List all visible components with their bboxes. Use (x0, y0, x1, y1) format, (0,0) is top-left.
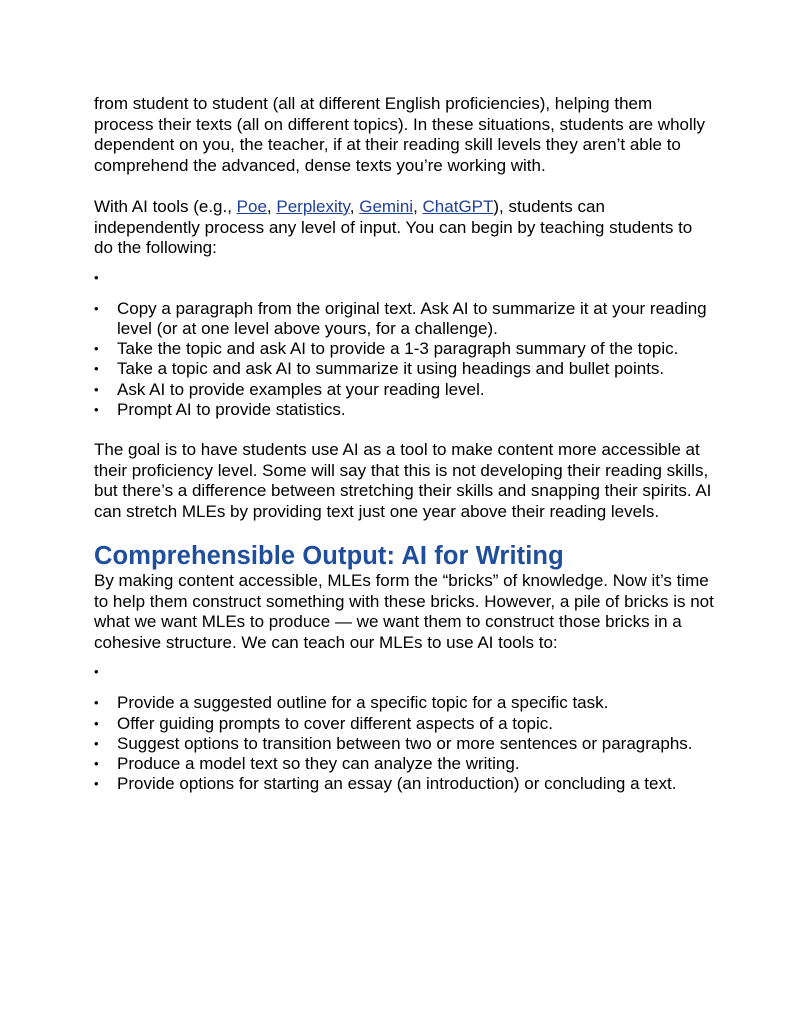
list-item-text: Prompt AI to provide statistics. (117, 399, 346, 419)
bullet-icon: • (94, 341, 99, 357)
empty-bullet (94, 268, 714, 288)
bullet-icon: • (94, 664, 99, 680)
bullet-icon: • (94, 401, 99, 417)
link-gemini[interactable]: Gemini (359, 197, 414, 216)
ai-tools-text-before: With AI tools (e.g., (94, 197, 237, 216)
link-separator: , (413, 197, 423, 216)
list-item-text: Take the topic and ask AI to provide a 1-3 paragraph summary of the topic. (117, 339, 679, 359)
link-separator: , (266, 197, 277, 216)
bullet-icon: • (94, 715, 99, 731)
list-item (94, 400, 714, 420)
section-paragraph: By making content accessible, MLEs form the “bricks” of knowledge. Now it’s time to help them construct something with these bricks. However, a pile of bricks is not what we want MLEs to produce — we want them to construct those bricks in a cohesive structure. We can teach our MLEs to use AI tools to: (94, 571, 714, 652)
list-item (94, 734, 714, 754)
list-item (94, 774, 714, 794)
empty-bullet (94, 662, 714, 682)
bullet-icon: • (94, 776, 99, 792)
list-item (94, 359, 714, 379)
bullet-icon: • (94, 381, 99, 397)
list-item (94, 339, 714, 359)
section-heading: Comprehensible Output: AI for Writing (94, 542, 564, 571)
document-page (94, 94, 714, 795)
ai-tools-text-after: ), students can independently process any level of input. You can begin by teaching students to do the following: (94, 197, 693, 257)
list-item-text: Offer guiding prompts to cover different aspects of a topic. (117, 713, 553, 733)
list-item-text: Provide a suggested outline for a specific topic for a specific task. (117, 693, 609, 713)
list-item-text: Take a topic and ask AI to summarize it using headings and bullet points. (117, 359, 665, 379)
link-poe[interactable]: Poe (236, 197, 267, 216)
bullet-icon: • (94, 300, 99, 316)
bullet-icon: • (94, 695, 99, 711)
list-item-text: Copy a paragraph from the original text. Ask AI to summarize it at your reading level (or at one level above yours, for a challenge). (117, 298, 707, 338)
bullet-icon: • (94, 361, 99, 377)
reading-strategies-list (94, 299, 714, 421)
link-separator: , (349, 197, 360, 216)
goal-paragraph: The goal is to have students use AI as a tool to make content more accessible at their proficiency level. Some will say that this is not developing their reading skills, but there’s a difference between stretching their skills and snapping their spirits. AI can stretch MLEs by providing text just one year above their reading levels. (94, 440, 712, 521)
link-perplexity[interactable]: Perplexity (276, 197, 350, 216)
bullet-icon: • (94, 735, 99, 751)
ai-tools-paragraph (94, 197, 714, 259)
list-item (94, 754, 714, 774)
list-item (94, 299, 714, 340)
writing-strategies-list (94, 693, 714, 794)
bullet-icon: • (94, 756, 99, 772)
list-item-text: Ask AI to provide examples at your reading level. (117, 379, 485, 399)
list-item-text: Suggest options to transition between two or more sentences or paragraphs. (117, 733, 693, 753)
intro-paragraph: from student to student (all at different English proficiencies), helping them process their texts (all on different topics). In these situations, students are wholly dependent on you, the teacher, if at their reading skill levels they aren’t able to comprehend the advanced, dense texts you’re working with. (94, 94, 706, 175)
bullet-icon: • (94, 269, 99, 285)
link-chatgpt[interactable]: ChatGPT (422, 197, 494, 216)
list-item-text: Provide options for starting an essay (an introduction) or concluding a text. (117, 774, 677, 794)
list-item-text: Produce a model text so they can analyze the writing. (117, 754, 520, 774)
list-item (94, 714, 714, 734)
list-item (94, 693, 714, 713)
list-item (94, 380, 714, 400)
